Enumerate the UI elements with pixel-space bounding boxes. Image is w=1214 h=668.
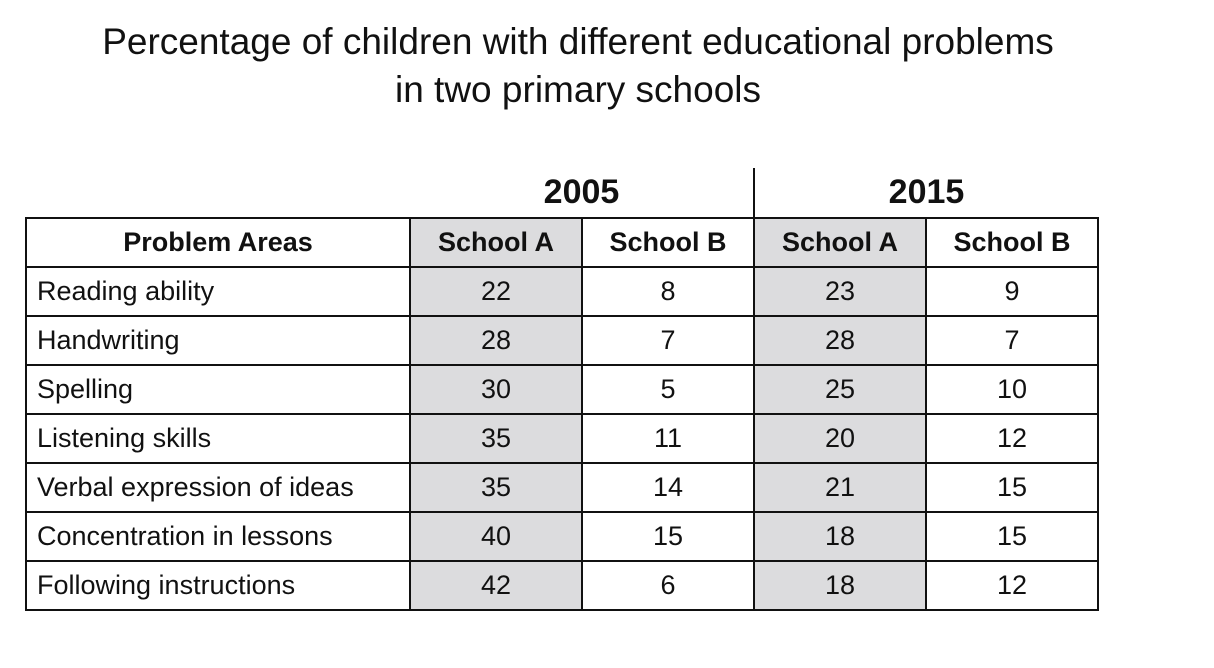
problem-area-cell: Handwriting [26, 316, 410, 365]
value-cell-2015-school-b: 7 [926, 316, 1098, 365]
value-cell-2005-school-b: 7 [582, 316, 754, 365]
value-cell-2005-school-a: 42 [410, 561, 582, 610]
value-cell-2015-school-b: 10 [926, 365, 1098, 414]
problem-area-cell: Concentration in lessons [26, 512, 410, 561]
value-cell-2005-school-b: 5 [582, 365, 754, 414]
table-body [26, 267, 1098, 610]
header-2015-school-b: School B [926, 218, 1098, 267]
value-cell-2005-school-a: 35 [410, 414, 582, 463]
chart-title [0, 18, 1156, 114]
year-label-2005: 2005 [543, 173, 620, 211]
problem-area-cell: Reading ability [26, 267, 410, 316]
header-2005-school-a: School A [410, 218, 582, 267]
value-cell-2015-school-b: 12 [926, 414, 1098, 463]
value-cell-2015-school-b: 12 [926, 561, 1098, 610]
header-problem-areas: Problem Areas [26, 218, 410, 267]
table-row [26, 561, 1098, 610]
problem-area-cell: Verbal expression of ideas [26, 463, 410, 512]
year-label-2015: 2015 [888, 173, 965, 211]
problem-area-cell: Spelling [26, 365, 410, 414]
value-cell-2015-school-a: 18 [754, 561, 926, 610]
value-cell-2005-school-a: 30 [410, 365, 582, 414]
value-cell-2015-school-a: 20 [754, 414, 926, 463]
value-cell-2005-school-b: 8 [582, 267, 754, 316]
value-cell-2005-school-a: 40 [410, 512, 582, 561]
value-cell-2005-school-b: 14 [582, 463, 754, 512]
header-row [26, 218, 1098, 267]
table-row [26, 267, 1098, 316]
problem-area-cell: Following instructions [26, 561, 410, 610]
value-cell-2015-school-a: 21 [754, 463, 926, 512]
title-line-1: Percentage of children with different educational problems [102, 21, 1054, 62]
title-line-2: in two primary schools [394, 69, 761, 110]
value-cell-2005-school-b: 11 [582, 414, 754, 463]
value-cell-2005-school-b: 15 [582, 512, 754, 561]
value-cell-2015-school-b: 15 [926, 463, 1098, 512]
data-table [25, 217, 1099, 611]
header-2015-school-a: School A [754, 218, 926, 267]
table-row [26, 512, 1098, 561]
value-cell-2015-school-b: 9 [926, 267, 1098, 316]
table-row [26, 316, 1098, 365]
value-cell-2005-school-b: 6 [582, 561, 754, 610]
header-2005-school-b: School B [582, 218, 754, 267]
problem-area-cell: Listening skills [26, 414, 410, 463]
value-cell-2015-school-a: 28 [754, 316, 926, 365]
value-cell-2015-school-a: 18 [754, 512, 926, 561]
table-row [26, 463, 1098, 512]
table-row [26, 365, 1098, 414]
value-cell-2005-school-a: 22 [410, 267, 582, 316]
table-row [26, 414, 1098, 463]
value-cell-2015-school-a: 25 [754, 365, 926, 414]
value-cell-2005-school-a: 28 [410, 316, 582, 365]
value-cell-2005-school-a: 35 [410, 463, 582, 512]
value-cell-2015-school-b: 15 [926, 512, 1098, 561]
value-cell-2015-school-a: 23 [754, 267, 926, 316]
